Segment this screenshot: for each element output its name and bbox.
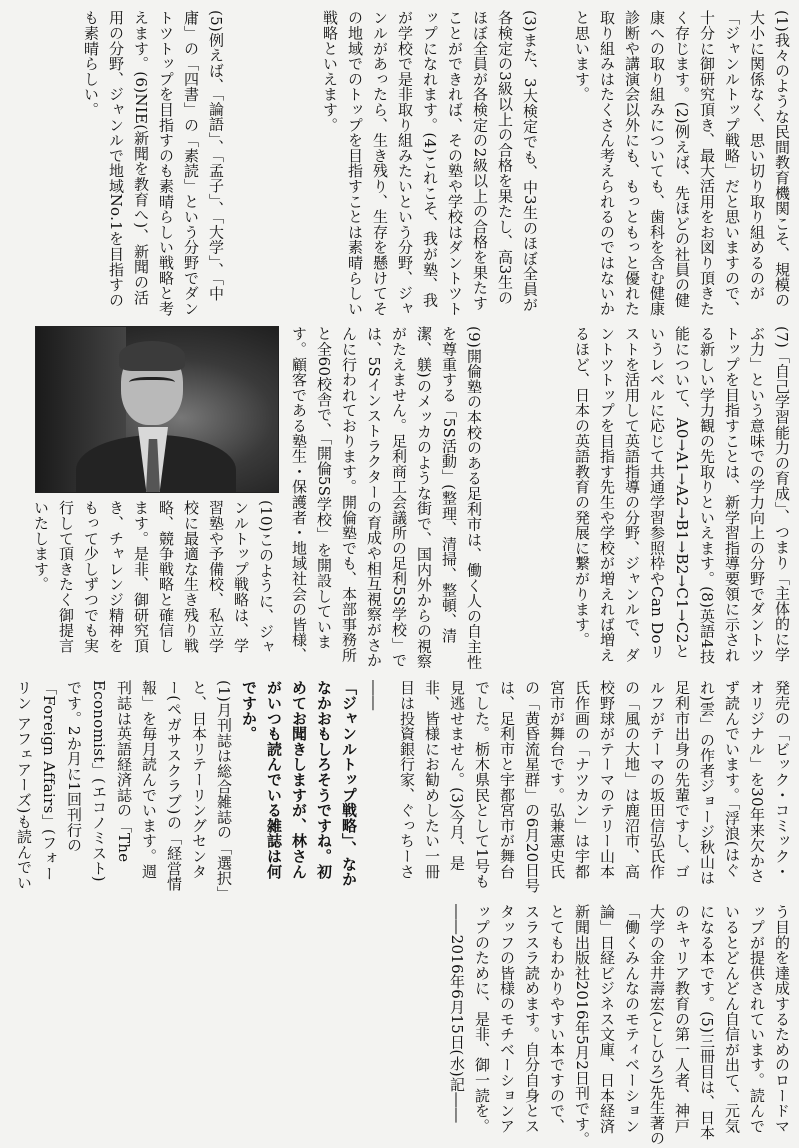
tier-4: [0, 894, 799, 1148]
tier-3: [0, 670, 799, 894]
tier2-text-right: (7)「自己学習能力の育成」、つまり「主体的に学ぶ力」という意味での学力向上の分野でダントツトップを目指すことは、新学習指導要領に示される新しい学力観の先取りといえます。(8)英語4技能について、A0→A1→A2→B1→B2→C1→C2というレベルに応じて共通学習参照枠やCan Doリストを活用して英語指導の分野、ジャンルで、ダントツトップを目指す先生や学校が増えれば増えるほど、日本の英語教育の発展に繋がります。: [573, 326, 791, 664]
interview-question: 「ジャンルトップ戦略」、なかなかおもしろそうですね。初めてお聞きしますが、林さんがいつも読んでいる雑誌は何ですか。: [240, 680, 358, 887]
tier2-text-mid: (9)開倫塾の本校のある足利市は、働く人の自主性を尊重する「5S活動」(整理、清掃、整頓、清潔、躾)のメッカのような街で、国内外からの視察がたえません。足利商工会議所の足利5S学校」では、5Sインストラクターの育成や相互視察がさかんに行われております。開倫塾でも、本部事務所と全60校舎で、「開倫5S学校」を開設しています。顧客である塾生・保護者・地域社会の皆様、: [290, 326, 483, 670]
tier3-text-right: 発売の「ビック・コミック・オリジナル」を30年来欠かさず読んでいます。「浮浪(はぐれ)雲」の作者ジョージ秋山は足利市出身の先輩ですし、ゴルフがテーマの坂田信弘氏作の「風の大地」は鹿沼市、高校野球がテーマのテリー山本氏作画の「ナツカン」は宇都宮市が舞台です。弘兼憲史氏の「黄昏流星群」の6月20日号は、足利市と宇都宮市が舞台でした。栃木県民として1号も見逃せません。(3)今月、是非、皆様にお勧めしたい一冊目は投資銀行家、ぐっちーさ: [398, 680, 791, 894]
tier3-column-mid: [8, 670, 386, 894]
tier1-column-mid: [232, 0, 542, 316]
tier2-column-left: [8, 496, 278, 660]
tier3-column-right: [390, 670, 794, 894]
tier1-text-mid: (3)また、3大検定でも、中3生のほぼ全員が各検定の3級以上の合格を果たし、高3生のほぼ全員が各検定の2級以上の合格を果たすことができれば、その塾や学校はダントツトップになれます。(4)これこそ、我が塾、我が学校で是非取り組みたいという分野、ジャンルがあったら、生き残り、生存を懸けてその地域でのトップを目指すことは素晴らしい戦略といえます。: [321, 10, 539, 316]
tier1-text-left: (5)例えば、「論語」、「孟子」、「大学」、「中庸」の「四書」の「素読」という分野でダントツトップを目指すのも素晴らしい戦略と考えます。(6)NIE(新聞を教育へ)、新聞の活用の分野、ジャンルで地域No.1を目指すのも素晴らしい。: [82, 10, 225, 316]
tier-1: [0, 0, 799, 316]
tier1-column-left: [8, 0, 228, 316]
tier2-column-mid: [282, 316, 486, 670]
tier3-text-mid: (1)月刊誌は総合雑誌の「選択」と、日本リテーリングセンター(ペガサスクラブ)の「経営情報」を毎月読んでいます。週刊誌は英語経済誌の「The Economist」(エコノミスト)です。2か月に1回刊行の「Foreign Affairs」(フォーリン アフェアーズ)も読んでい: [15, 680, 233, 894]
author-portrait-photo: [35, 326, 279, 493]
tier-2: [0, 316, 799, 670]
tier2-text-left: (10)このように、ジャンルトップ戦略は、学習塾や予備校、私立学校に最適な生き残り戦略、競争戦略と確信します。是非、御研究頂き、チャレンジ精神をもって少しずつでも実行して頂きたく御提言いたします。: [32, 500, 275, 655]
tier4-column-right: [420, 894, 794, 1148]
tier1-column-right: [546, 0, 794, 316]
question-dash: ――: [365, 680, 383, 711]
tier4-text-right: う目的を達成するためのロードマップが提供されています。読んでいるとどんどん自信が出て、元気になる本です。(5)三冊目は、日本のキャリア教育の第一人者、神戸大学の金井壽宏(としひろ)先生著の「働くみんなのモティベーション論」日経ビジネス文庫、日本経済新聞出版社2016年5月2日刊です。とてもわかりやすい本ですので、スラスラ読めます。自分自身とスタッフの皆様のモチベーションアップのために、是非、御一読を。――2016年6月15日(水)記――: [448, 904, 791, 1147]
tier1-text-right: (1)我々のような民間教育機関こそ、規模の大小に関係なく、思い切り取り組めるのが「ジャンルトップ戦略」だと思いますので、十分に御研究頂き、最大活用をお図り頂きたく存じます。(2)例えば、先ほどの社員の健康への取り組みについても、歯科を含む健康診断や講演会以外にも、もっともっと優れた取り組みはたくさん考えられるのではないかと思います。: [573, 10, 791, 316]
tier2-column-right: [490, 316, 794, 670]
